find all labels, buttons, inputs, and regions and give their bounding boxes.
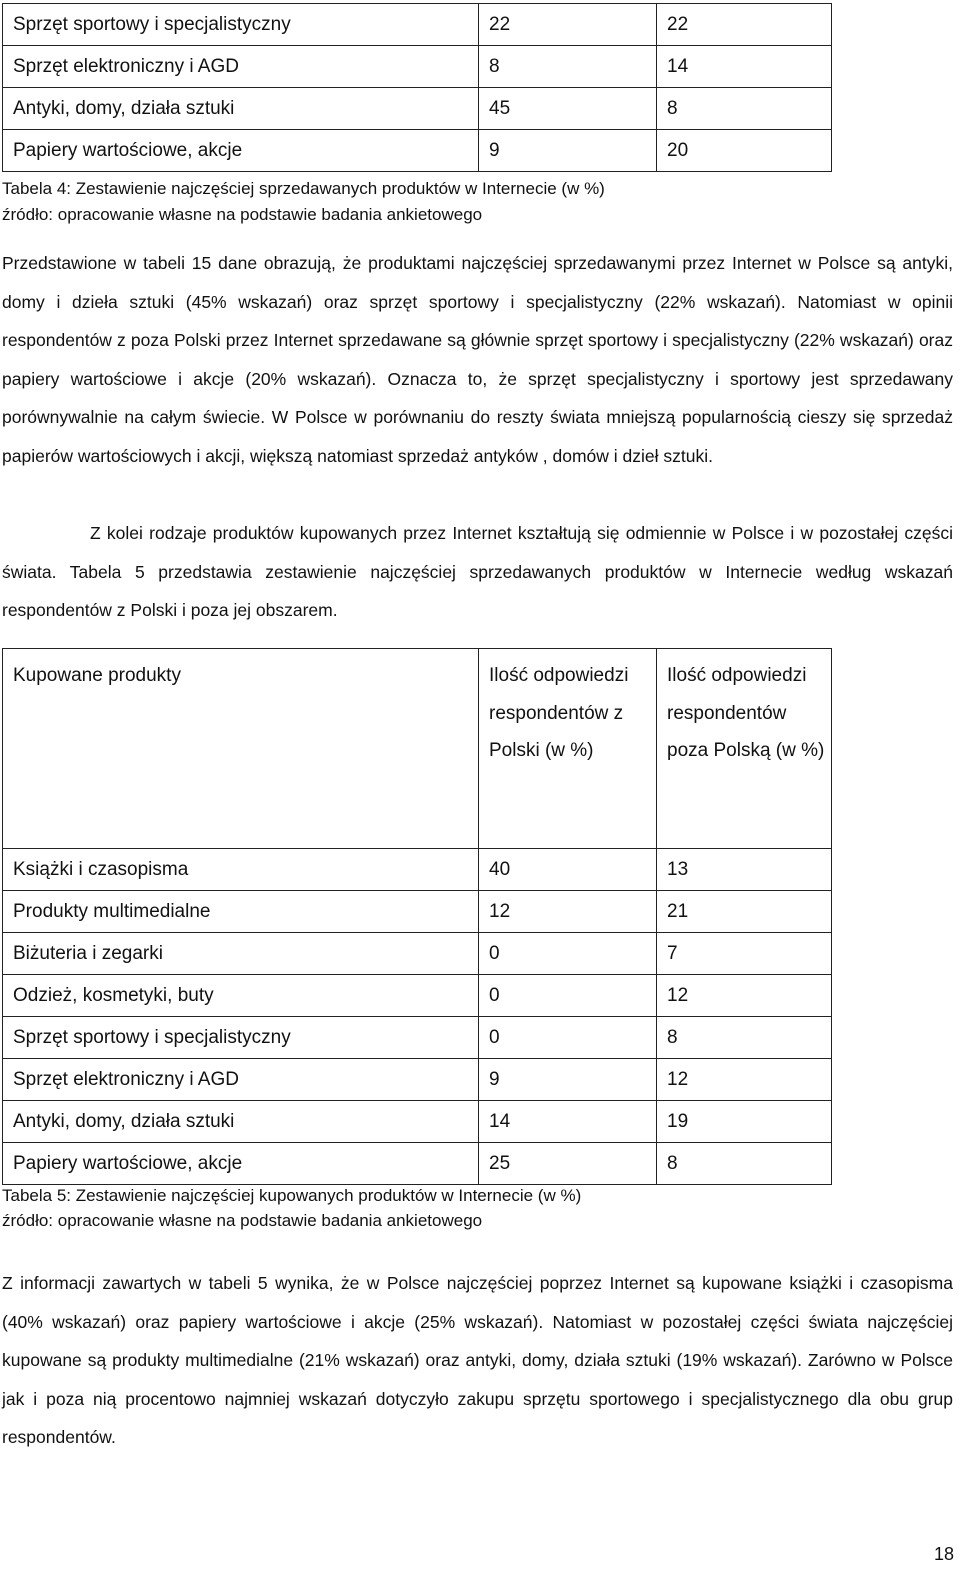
product-cell: Sprzęt elektroniczny i AGD: [3, 1059, 479, 1101]
poland-value-cell: 14: [479, 1101, 657, 1143]
table-row: [3, 933, 832, 975]
table-4-source: źródło: opracowanie własne na podstawie badania ankietowego: [2, 205, 483, 224]
table-row: [3, 46, 832, 88]
poland-value-cell: 9: [479, 130, 657, 172]
world-value-cell: 13: [657, 849, 832, 891]
poland-value-cell: 25: [479, 1143, 657, 1185]
poland-value-cell: 0: [479, 933, 657, 975]
product-cell: Antyki, domy, działa sztuki: [3, 88, 479, 130]
world-value-cell: 20: [657, 130, 832, 172]
world-value-cell: 12: [657, 1059, 832, 1101]
world-value-cell: 14: [657, 46, 832, 88]
paragraph-3: Z informacji zawartych w tabeli 5 wynika, że w Polsce najczęściej poprzez Internet są kupowane książki i czasopisma (40% wskazań) oraz papiery wartościowe i akcje (25% wskazań). Natomiast w pozostałej części świata najczęściej kupowane są produkty multimedialne (21% wskazań) oraz antyki, domy, działa sztuki (19% wskazań). Zarówno w Polsce jak i poza nią procentowo najmniej wskazań dotyczyło zakupu sprzętu sportowego i specjalistycznego dla obu grup respondentów.: [2, 1273, 953, 1447]
table-5: [2, 648, 832, 1185]
table-row: [3, 891, 832, 933]
poland-value-cell: 22: [479, 4, 657, 46]
table-row: [3, 975, 832, 1017]
product-cell: Odzież, kosmetyki, buty: [3, 975, 479, 1017]
table-row: [3, 1059, 832, 1101]
product-cell: Książki i czasopisma: [3, 849, 479, 891]
poland-value-cell: 9: [479, 1059, 657, 1101]
table-row: [3, 4, 832, 46]
table-header-row: [3, 649, 832, 849]
poland-value-cell: 12: [479, 891, 657, 933]
poland-value-cell: 45: [479, 88, 657, 130]
world-value-cell: 7: [657, 933, 832, 975]
product-cell: Sprzęt sportowy i specjalistyczny: [3, 4, 479, 46]
world-value-cell: 12: [657, 975, 832, 1017]
header-world: Ilość odpowiedzi respondentów poza Polską (w %): [657, 649, 832, 849]
product-cell: Sprzęt sportowy i specjalistyczny: [3, 1017, 479, 1059]
table-5-source: źródło: opracowanie własne na podstawie badania ankietowego: [2, 1211, 483, 1230]
table-row: [3, 1143, 832, 1185]
world-value-cell: 19: [657, 1101, 832, 1143]
product-cell: Sprzęt elektroniczny i AGD: [3, 46, 479, 88]
paragraph-2: Z kolei rodzaje produktów kupowanych przez Internet kształtują się odmiennie w Polsce i w pozostałej części świata. Tabela 5 przedstawia zestawienie najczęściej sprzedawanych produktów w Internecie według wskazań respondentów z Polski i poza jej obszarem.: [2, 523, 953, 620]
table-row: [3, 849, 832, 891]
table-row: [3, 1017, 832, 1059]
table-row: [3, 130, 832, 172]
header-poland: Ilość odpowiedzi respondentów z Polski (w %): [479, 649, 657, 849]
product-cell: Papiery wartościowe, akcje: [3, 1143, 479, 1185]
page-number: 18: [933, 1544, 954, 1564]
product-cell: Papiery wartościowe, akcje: [3, 130, 479, 172]
world-value-cell: 8: [657, 1017, 832, 1059]
table-4-caption: Tabela 4: Zestawienie najczęściej sprzedawanych produktów w Internecie (w %): [2, 179, 605, 198]
world-value-cell: 21: [657, 891, 832, 933]
table-row: [3, 1101, 832, 1143]
poland-value-cell: 40: [479, 849, 657, 891]
table-5-caption: Tabela 5: Zestawienie najczęściej kupowanych produktów w Internecie (w %): [2, 1186, 582, 1205]
poland-value-cell: 0: [479, 1017, 657, 1059]
poland-value-cell: 0: [479, 975, 657, 1017]
product-cell: Produkty multimedialne: [3, 891, 479, 933]
paragraph-1: Przedstawione w tabeli 15 dane obrazują, że produktami najczęściej sprzedawanymi przez Internet w Polsce są antyki, domy i dzieła sztuki (45% wskazań) oraz sprzęt sportowy i specjalistyczny (22% wskazań). Natomiast w opinii respondentów z poza Polski przez Internet sprzedawane są głównie sprzęt sportowy i specjalistyczny (22% wskazań) oraz papiery wartościowe i akcje (20% wskazań). Oznacza to, że sprzęt specjalistyczny i sportowy jest sprzedawany porównywalnie na całym świecie. W Polsce w porównaniu do reszty świata mniejszą popularnością cieszy się sprzedaż papierów wartościowych i akcji, większą natomiast sprzedaż antyków , domów i dzieł sztuki.: [2, 253, 953, 466]
table-row: [3, 88, 832, 130]
header-products: Kupowane produkty: [3, 649, 479, 849]
product-cell: Antyki, domy, działa sztuki: [3, 1101, 479, 1143]
world-value-cell: 22: [657, 4, 832, 46]
product-cell: Biżuteria i zegarki: [3, 933, 479, 975]
poland-value-cell: 8: [479, 46, 657, 88]
world-value-cell: 8: [657, 1143, 832, 1185]
table-4: [2, 3, 832, 172]
world-value-cell: 8: [657, 88, 832, 130]
